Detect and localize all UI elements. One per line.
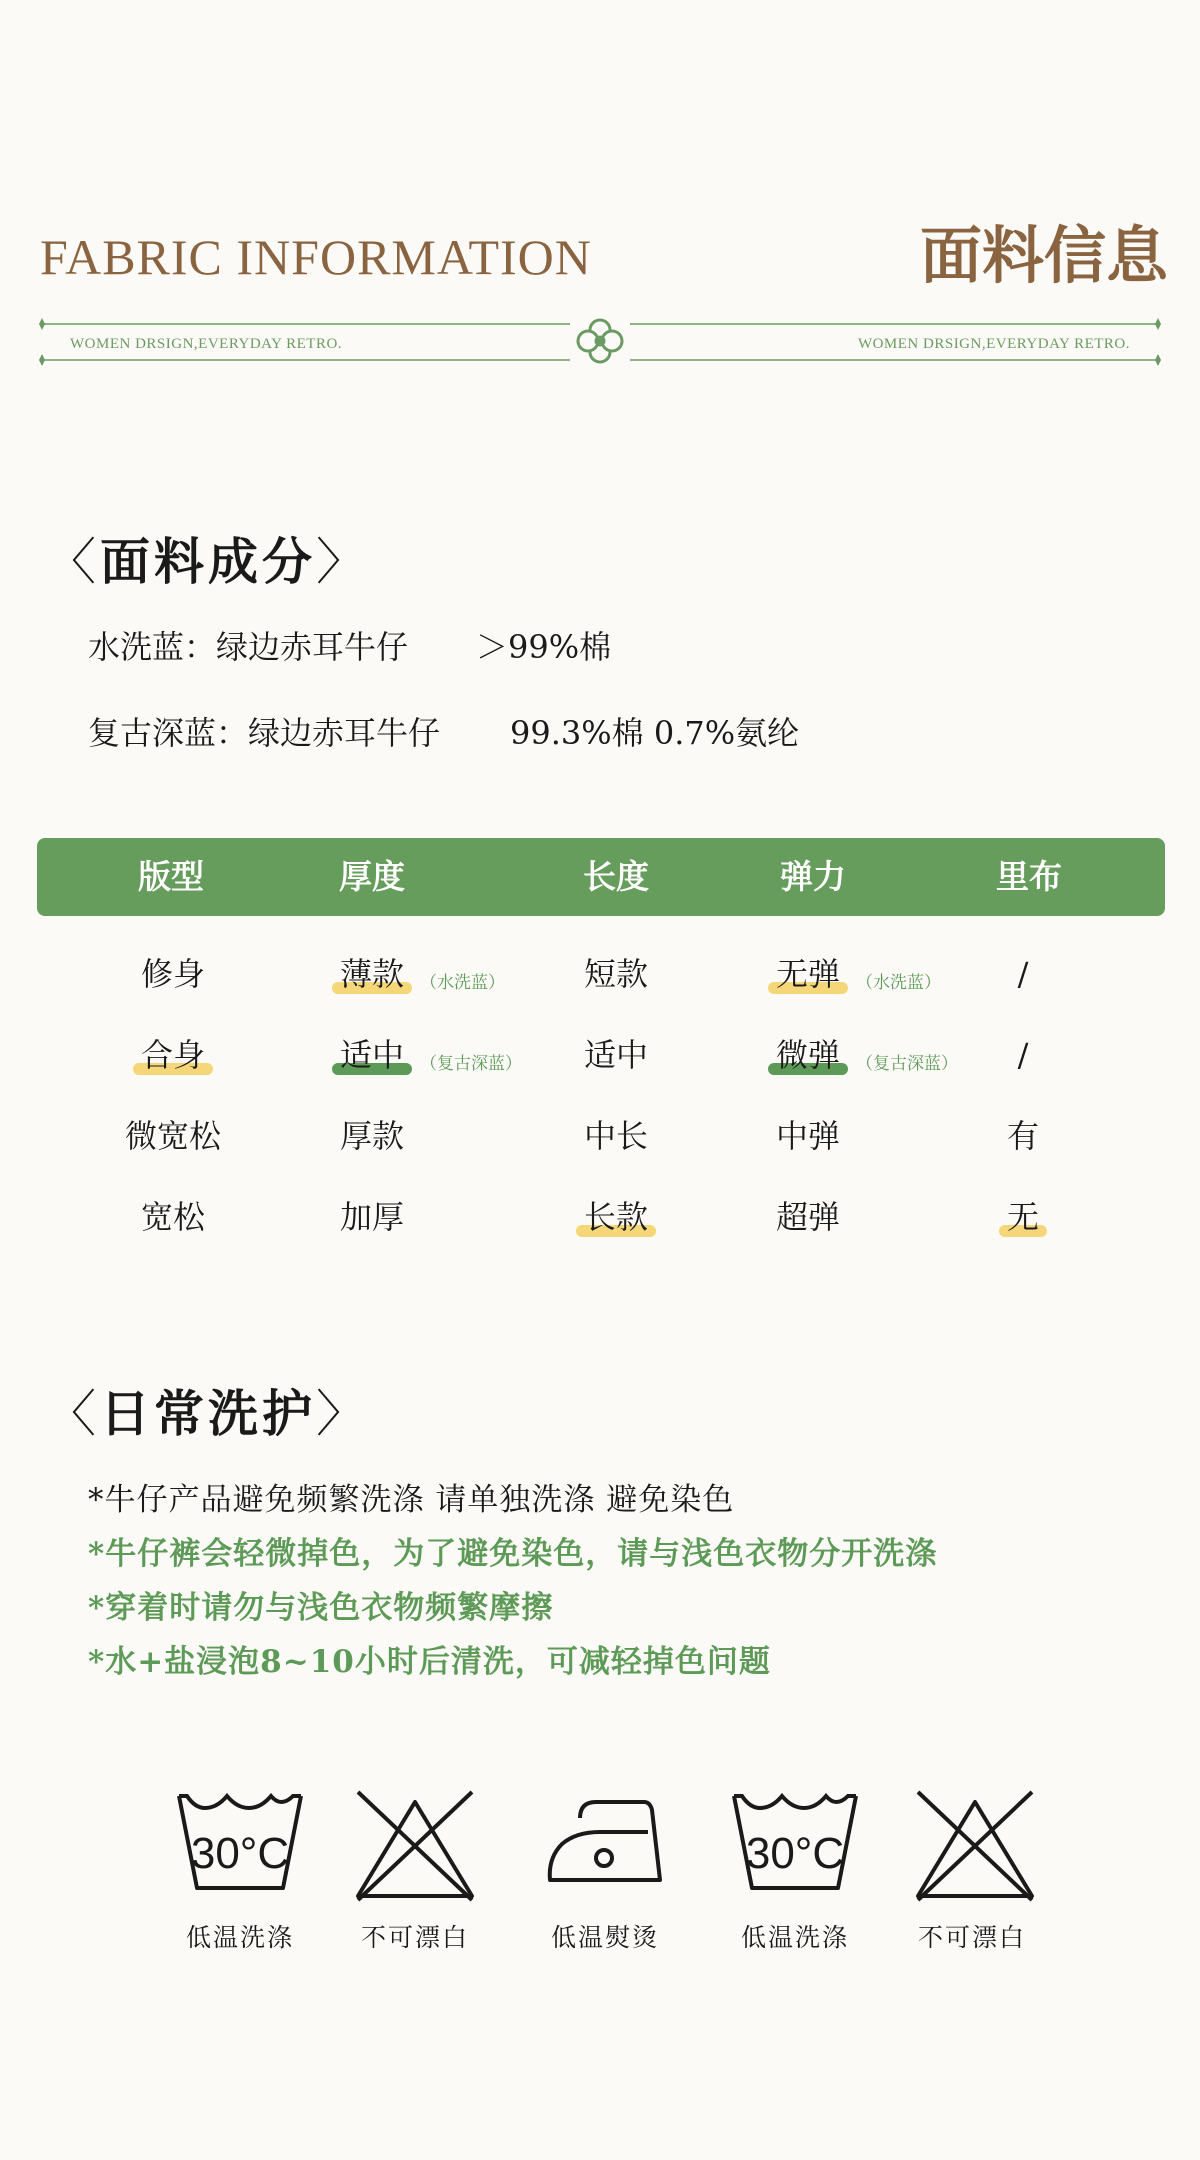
header-fit: 版型 [138,857,204,896]
svg-text:30°C: 30°C [745,1829,845,1878]
care-instruction: *牛仔产品避免频繁洗涤 请单独洗涤 避免染色 [88,1482,735,1518]
table-cell: 加厚 [339,1198,405,1236]
composition-line [88,622,408,668]
no-bleach-icon [350,1788,480,1908]
table-cell: 短款 [583,955,649,993]
tagline-right: WOMEN DRSIGN,EVERYDAY RETRO. [857,336,1130,352]
table-cell: 适中 [332,1033,412,1077]
table-cell: 宽松 [140,1198,206,1236]
table-cell: 薄款 [332,952,412,996]
wash-30-icon [730,1788,860,1908]
composition-label: 复古深蓝：绿边赤耳牛仔 [88,714,441,752]
table-cell: 微弹 [768,1033,848,1077]
header-lining: 里布 [996,857,1062,896]
header-length: 长度 [583,857,649,896]
bracket-right: 〉 [316,533,370,591]
care-icon-label: 低温洗涤 [740,1923,850,1952]
table-cell: 厚款 [339,1117,405,1155]
table-cell: 修身 [140,955,206,993]
composition-label: 水洗蓝：绿边赤耳牛仔 [88,628,409,666]
care-instruction: *牛仔裤会轻微掉色，为了避免染色，请与浅色衣物分开洗涤 [88,1536,938,1572]
table-cell: 微宽松 [124,1117,222,1155]
care-title-text: 日常洗护 [100,1384,316,1443]
composition-line [88,708,440,754]
title-english: FABRIC INFORMATION [40,229,592,285]
spec-table-header [37,838,1165,916]
composition-value: ＞99%棉 [476,628,612,666]
care-icon-label: 低温洗涤 [185,1923,295,1952]
table-cell: 中长 [583,1117,649,1155]
table-cell: 无 [999,1195,1047,1239]
composition-title-text: 面料成分 [100,532,316,591]
composition-title [46,522,370,594]
table-cell: / [1017,1036,1029,1074]
composition-value: 99.3%棉 0.7%氨纶 [510,714,800,752]
table-cell: 无弹 [768,952,848,996]
table-cell: / [1017,955,1029,993]
wash-30-icon [175,1788,305,1908]
table-note: （水洗蓝） [856,973,941,993]
care-icon-label: 低温熨烫 [550,1923,660,1952]
table-cell: 合身 [133,1033,213,1077]
table-cell: 中弹 [775,1117,841,1155]
table-cell: 长款 [576,1195,656,1239]
care-instruction: *水+盐浸泡8~10小时后清洗，可减轻掉色问题 [88,1644,771,1680]
iron-low-icon [540,1788,670,1908]
table-cell: 适中 [583,1036,649,1074]
care-instruction: *穿着时请勿与浅色衣物频繁摩擦 [88,1590,554,1626]
table-cell: 超弹 [775,1198,841,1236]
bracket-left: 〈 [46,1385,100,1443]
bracket-right: 〉 [316,1385,370,1443]
svg-text:30°C: 30°C [190,1829,290,1878]
care-title [46,1374,370,1446]
table-note: （复古深蓝） [856,1054,958,1074]
care-icon-label: 不可漂白 [917,1923,1027,1952]
clover-ornament-icon [570,318,630,362]
header-stretch: 弹力 [780,857,846,896]
table-cell: 有 [1006,1117,1040,1155]
bracket-left: 〈 [46,533,100,591]
tagline-left: WOMEN DRSIGN,EVERYDAY RETRO. [70,336,343,352]
title-chinese: 面料信息 [919,219,1168,292]
care-icon-label: 不可漂白 [360,1923,470,1952]
no-bleach-icon [910,1788,1040,1908]
header-thickness: 厚度 [339,857,405,896]
table-note: （复古深蓝） [420,1054,522,1074]
table-note: （水洗蓝） [420,973,505,993]
